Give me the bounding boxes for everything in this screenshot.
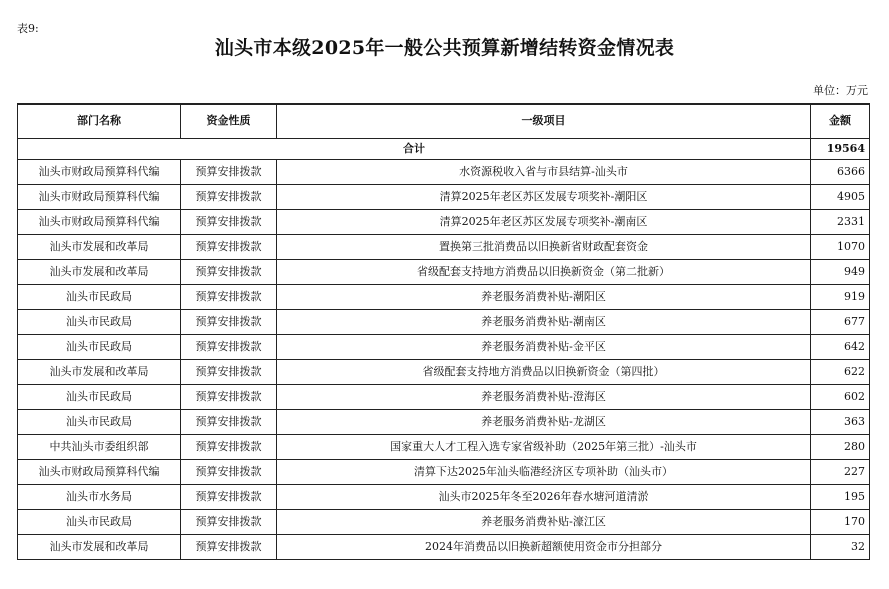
table-number: 表9:: [17, 22, 39, 35]
table-header-row: [18, 104, 870, 138]
total-label: 合计: [18, 138, 811, 159]
cell-department: 汕头市水务局: [18, 484, 181, 509]
page-title: 汕头市本级2025年一般公共预算新增结转资金情况表: [214, 37, 675, 59]
cell-fund-nature: 预算安排拨款: [181, 459, 277, 484]
cell-fund-nature: 预算安排拨款: [181, 209, 277, 234]
cell-amount: 6366: [811, 159, 870, 184]
cell-fund-nature: 预算安排拨款: [181, 484, 277, 509]
cell-amount: 622: [811, 359, 870, 384]
cell-project: 养老服务消费补贴-潮南区: [277, 309, 811, 334]
cell-amount: 949: [811, 259, 870, 284]
cell-department: 汕头市民政局: [18, 509, 181, 534]
cell-project: 养老服务消费补贴-金平区: [277, 334, 811, 359]
cell-fund-nature: 预算安排拨款: [181, 334, 277, 359]
column-header-department: 部门名称: [18, 104, 181, 138]
column-header-fund-nature: 资金性质: [181, 104, 277, 138]
cell-department: 汕头市民政局: [18, 284, 181, 309]
cell-department: 汕头市财政局预算科代编: [18, 184, 181, 209]
cell-amount: 195: [811, 484, 870, 509]
cell-fund-nature: 预算安排拨款: [181, 434, 277, 459]
cell-project: 养老服务消费补贴-濠江区: [277, 509, 811, 534]
cell-project: 国家重大人才工程入选专家省级补助（2025年第三批）-汕头市: [277, 434, 811, 459]
cell-amount: 170: [811, 509, 870, 534]
cell-fund-nature: 预算安排拨款: [181, 359, 277, 384]
table-row: [18, 384, 870, 409]
total-row: [18, 138, 870, 159]
cell-project: 2024年消费品以旧换新超额使用资金市分担部分: [277, 534, 811, 559]
cell-amount: 642: [811, 334, 870, 359]
cell-fund-nature: 预算安排拨款: [181, 184, 277, 209]
table-row: [18, 284, 870, 309]
cell-project: 省级配套支持地方消费品以旧换新资金（第二批新）: [277, 259, 811, 284]
cell-fund-nature: 预算安排拨款: [181, 534, 277, 559]
budget-table: [17, 103, 870, 560]
table-row: [18, 159, 870, 184]
cell-fund-nature: 预算安排拨款: [181, 409, 277, 434]
cell-project: 养老服务消费补贴-潮阳区: [277, 284, 811, 309]
total-amount: 19564: [811, 138, 870, 159]
cell-project: 省级配套支持地方消费品以旧换新资金（第四批）: [277, 359, 811, 384]
cell-department: 汕头市财政局预算科代编: [18, 459, 181, 484]
table-row: [18, 334, 870, 359]
table-row: [18, 209, 870, 234]
cell-department: 汕头市发展和改革局: [18, 534, 181, 559]
cell-department: 汕头市民政局: [18, 334, 181, 359]
table-row: [18, 259, 870, 284]
cell-amount: 602: [811, 384, 870, 409]
table-row: [18, 509, 870, 534]
cell-project: 置换第三批消费品以旧换新省财政配套资金: [277, 234, 811, 259]
cell-fund-nature: 预算安排拨款: [181, 384, 277, 409]
cell-amount: 2331: [811, 209, 870, 234]
cell-project: 养老服务消费补贴-龙湖区: [277, 409, 811, 434]
table-row: [18, 409, 870, 434]
cell-project: 汕头市2025年冬至2026年春水塘河道清淤: [277, 484, 811, 509]
cell-department: 汕头市发展和改革局: [18, 359, 181, 384]
table-row: [18, 459, 870, 484]
cell-department: 汕头市民政局: [18, 309, 181, 334]
cell-amount: 4905: [811, 184, 870, 209]
cell-department: 汕头市财政局预算科代编: [18, 209, 181, 234]
table-row: [18, 309, 870, 334]
cell-project: 清算下达2025年汕头临港经济区专项补助（汕头市）: [277, 459, 811, 484]
cell-fund-nature: 预算安排拨款: [181, 309, 277, 334]
cell-amount: 919: [811, 284, 870, 309]
cell-department: 汕头市发展和改革局: [18, 234, 181, 259]
cell-project: 养老服务消费补贴-澄海区: [277, 384, 811, 409]
cell-fund-nature: 预算安排拨款: [181, 284, 277, 309]
cell-fund-nature: 预算安排拨款: [181, 259, 277, 284]
cell-fund-nature: 预算安排拨款: [181, 159, 277, 184]
cell-department: 汕头市发展和改革局: [18, 259, 181, 284]
cell-project: 清算2025年老区苏区发展专项奖补-潮南区: [277, 209, 811, 234]
cell-amount: 1070: [811, 234, 870, 259]
table-row: [18, 234, 870, 259]
cell-amount: 227: [811, 459, 870, 484]
table-row: [18, 534, 870, 559]
table-row: [18, 359, 870, 384]
cell-department: 汕头市民政局: [18, 384, 181, 409]
table-row: [18, 484, 870, 509]
unit-label: 单位：万元: [813, 84, 868, 97]
table-body: [18, 138, 870, 559]
cell-fund-nature: 预算安排拨款: [181, 234, 277, 259]
column-header-project: 一级项目: [277, 104, 811, 138]
cell-department: 中共汕头市委组织部: [18, 434, 181, 459]
cell-fund-nature: 预算安排拨款: [181, 509, 277, 534]
cell-project: 水资源税收入省与市县结算-汕头市: [277, 159, 811, 184]
table-row: [18, 434, 870, 459]
cell-amount: 280: [811, 434, 870, 459]
cell-amount: 677: [811, 309, 870, 334]
cell-amount: 32: [811, 534, 870, 559]
cell-project: 清算2025年老区苏区发展专项奖补-潮阳区: [277, 184, 811, 209]
column-header-amount: 金额: [811, 104, 870, 138]
cell-department: 汕头市民政局: [18, 409, 181, 434]
cell-amount: 363: [811, 409, 870, 434]
table-row: [18, 184, 870, 209]
cell-department: 汕头市财政局预算科代编: [18, 159, 181, 184]
